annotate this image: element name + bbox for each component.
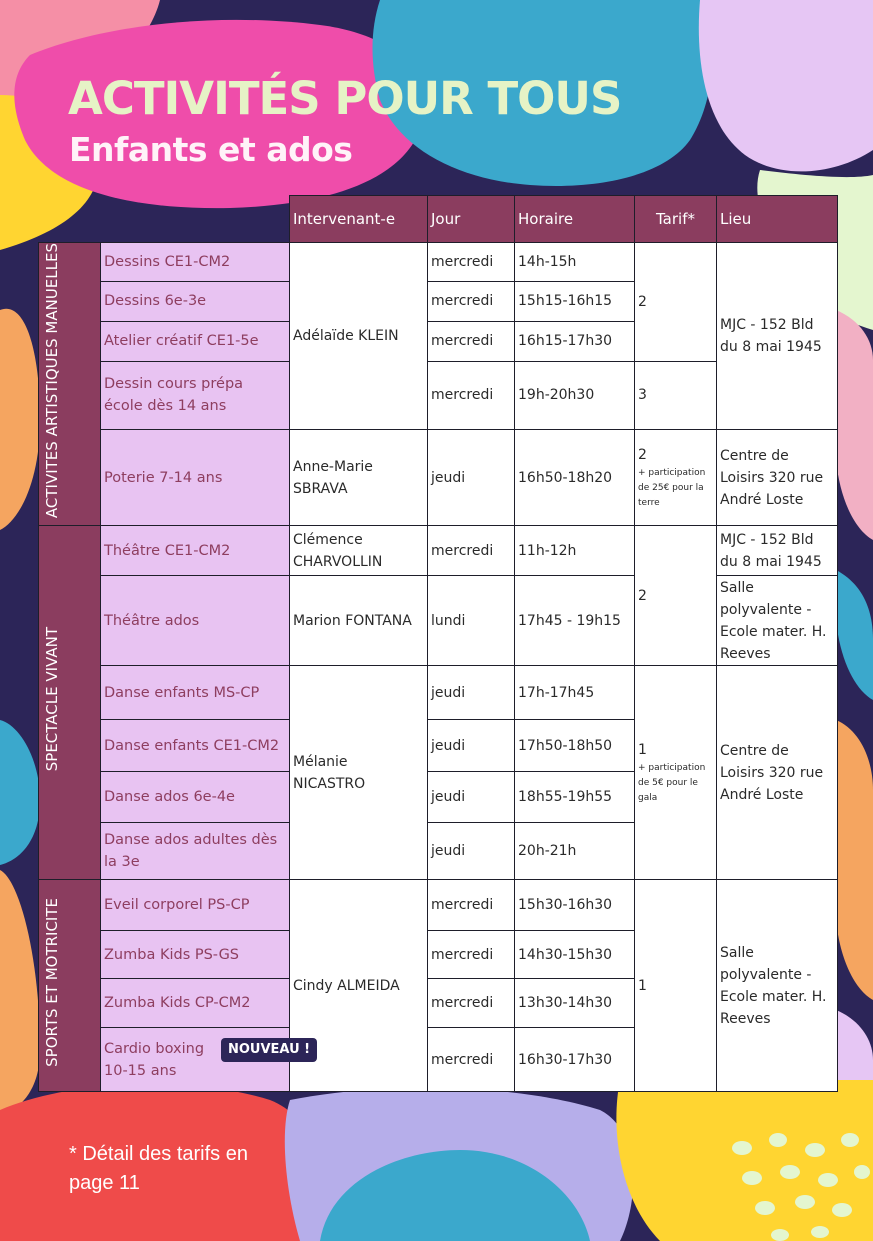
tarif-cell: 1 [635, 880, 717, 1092]
activity-cell: Zumba Kids PS-GS [101, 931, 290, 979]
tarif-cell [635, 429, 717, 525]
table-row [39, 666, 838, 720]
time-cell: 11h-12h [515, 526, 635, 576]
day-cell: mercredi [428, 526, 515, 576]
time-cell: 14h-15h [515, 243, 635, 282]
header-blank [101, 196, 290, 243]
header-blank [39, 196, 101, 243]
activity-cell: Danse ados adultes dès la 3e [101, 823, 290, 880]
lieu-cell: Centre de Loisirs 320 rue André Loste [717, 666, 838, 880]
activity-cell: Dessins CE1-CM2 [101, 243, 290, 282]
day-cell: mercredi [428, 243, 515, 282]
activity-cell: Zumba Kids CP-CM2 [101, 979, 290, 1028]
footnote-tarifs: * Détail des tarifs en page 11 [69, 1143, 248, 1194]
instructor-cell: Cindy ALMEIDA [290, 880, 428, 1092]
day-cell: jeudi [428, 429, 515, 525]
lieu-cell: MJC - 152 Bld du 8 mai 1945 [717, 526, 838, 576]
time-cell: 16h50-18h20 [515, 429, 635, 525]
time-cell: 13h30-14h30 [515, 979, 635, 1028]
time-cell: 17h-17h45 [515, 666, 635, 720]
time-cell: 15h30-16h30 [515, 880, 635, 931]
activity-label: Cardio boxing 10-15 ans [104, 1040, 205, 1079]
page-subtitle: Enfants et ados [69, 130, 353, 169]
table-row [39, 243, 838, 282]
column-header-jour: Jour [428, 196, 515, 243]
time-cell: 19h-20h30 [515, 361, 635, 429]
lieu-cell: Salle polyvalente - Ecole mater. H. Reeves [717, 880, 838, 1092]
day-cell: mercredi [428, 321, 515, 361]
tarif-value: 1 [638, 742, 647, 759]
day-cell: mercredi [428, 282, 515, 321]
tarif-cell: 2 [635, 243, 717, 362]
table-row [39, 576, 838, 666]
tarif-cell: 2 [635, 526, 717, 666]
schedule-table [38, 195, 838, 1092]
activity-cell: Dessin cours prépa école dès 14 ans [101, 361, 290, 429]
column-header-horaire: Horaire [515, 196, 635, 243]
category-sports: SPORTS ET MOTRICITE [39, 880, 101, 1092]
instructor-cell: Mélanie NICASTRO [290, 666, 428, 880]
day-cell: jeudi [428, 666, 515, 720]
category-spectacle: SPECTACLE VIVANT [39, 526, 101, 880]
activity-cell: Eveil corporel PS-CP [101, 880, 290, 931]
time-cell: 16h15-17h30 [515, 321, 635, 361]
activity-cell: Théâtre ados [101, 576, 290, 666]
instructor-cell: Clémence CHARVOLLIN [290, 526, 428, 576]
activity-cell: Dessins 6e-3e [101, 282, 290, 321]
time-cell: 14h30-15h30 [515, 931, 635, 979]
day-cell: jeudi [428, 772, 515, 823]
day-cell: jeudi [428, 720, 515, 772]
day-cell: mercredi [428, 931, 515, 979]
category-arts: ACTIVITES ARTISTIQUES MANUELLES [39, 243, 101, 526]
lieu-cell: Centre de Loisirs 320 rue André Loste [717, 429, 838, 525]
activity-cell: Atelier créatif CE1-5e [101, 321, 290, 361]
table-row [39, 429, 838, 525]
column-header-tarif: Tarif* [635, 196, 717, 243]
day-cell: jeudi [428, 823, 515, 880]
day-cell: mercredi [428, 361, 515, 429]
activity-cell: Danse enfants MS-CP [101, 666, 290, 720]
table-row [39, 526, 838, 576]
instructor-cell: Adélaïde KLEIN [290, 243, 428, 430]
instructor-cell: Marion FONTANA [290, 576, 428, 666]
tarif-cell [635, 666, 717, 880]
column-header-intervenant: Intervenant-e [290, 196, 428, 243]
day-cell: mercredi [428, 880, 515, 931]
time-cell: 20h-21h [515, 823, 635, 880]
activity-cell: Poterie 7-14 ans [101, 429, 290, 525]
page-title: ACTIVITÉS POUR TOUS [68, 72, 622, 125]
instructor-cell: Anne-Marie SBRAVA [290, 429, 428, 525]
day-cell: mercredi [428, 979, 515, 1028]
activity-cell: Danse ados 6e-4e [101, 772, 290, 823]
tarif-cell: 3 [635, 361, 717, 429]
time-cell: 17h45 - 19h15 [515, 576, 635, 666]
time-cell: 15h15-16h15 [515, 282, 635, 321]
new-badge: NOUVEAU ! [221, 1038, 317, 1062]
activity-cell: Théâtre CE1-CM2 [101, 526, 290, 576]
lieu-cell: MJC - 152 Bld du 8 mai 1945 [717, 243, 838, 430]
time-cell: 18h55-19h55 [515, 772, 635, 823]
tarif-value: 2 [638, 447, 647, 464]
lieu-cell: Salle polyvalente - Ecole mater. H. Reeves [717, 576, 838, 666]
time-cell: 16h30-17h30 [515, 1028, 635, 1092]
day-cell: lundi [428, 576, 515, 666]
day-cell: mercredi [428, 1028, 515, 1092]
tarif-note: + participation de 25€ pour la terre [638, 468, 706, 509]
table-row [39, 880, 838, 931]
column-header-lieu: Lieu [717, 196, 838, 243]
time-cell: 17h50-18h50 [515, 720, 635, 772]
table-header-row [39, 196, 838, 243]
activity-cell: Danse enfants CE1-CM2 [101, 720, 290, 772]
tarif-note: + participation de 5€ pour le gala [638, 763, 706, 804]
